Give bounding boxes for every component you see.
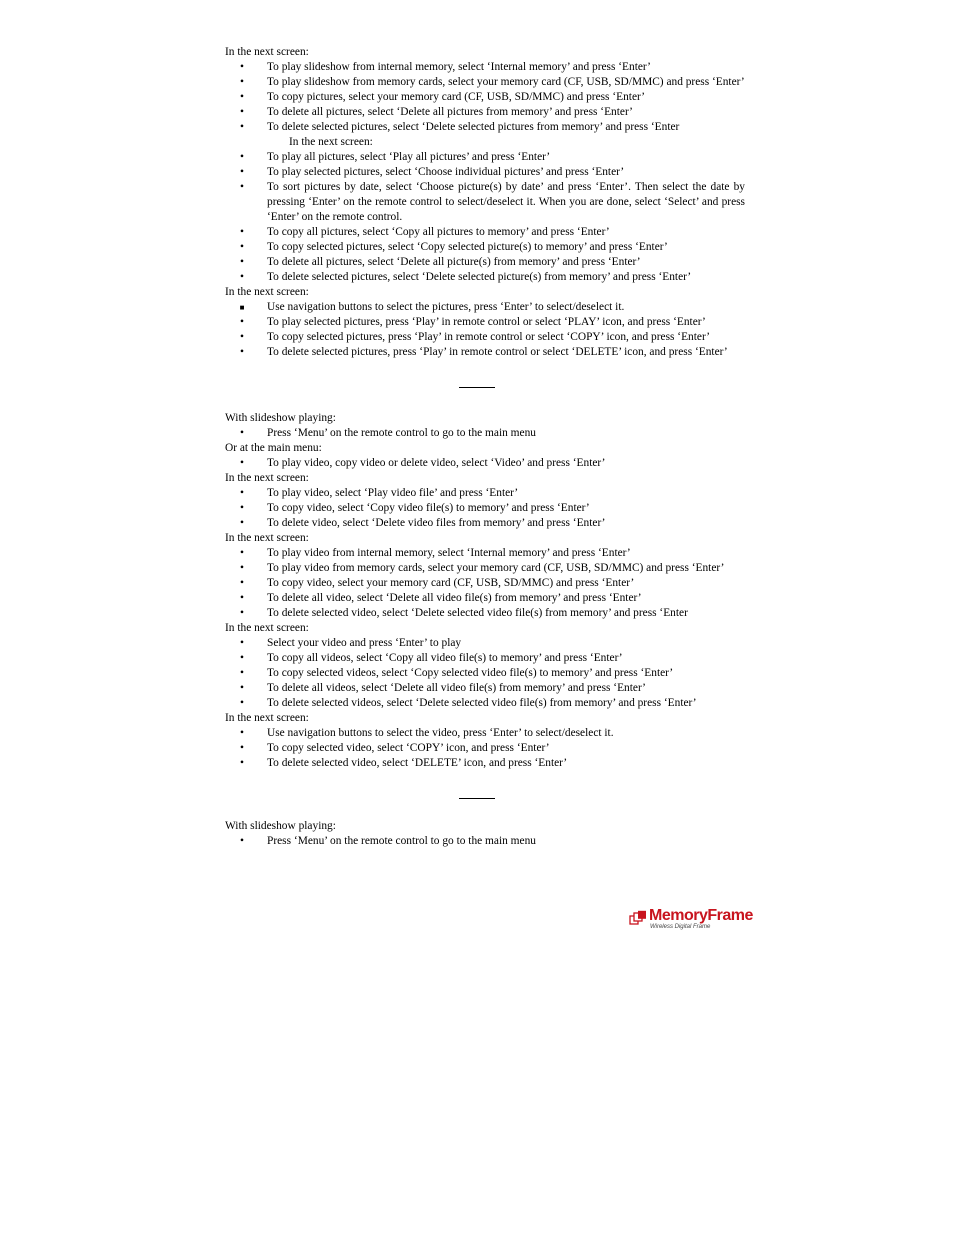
list-item-text: To delete selected videos, select ‘Delete selected video file(s) from memory’ and press ‘Enter’ <box>267 697 697 709</box>
bullet-icon: • <box>240 61 244 73</box>
section-video <box>225 411 745 771</box>
list-item-text: To play video, copy video or delete video, select ‘Video’ and press ‘Enter’ <box>267 457 606 469</box>
divider-line <box>459 387 495 388</box>
document-body <box>225 45 745 849</box>
section-intro: With slideshow playing: <box>225 412 336 424</box>
list-item-text: To play video, select ‘Play video file’ and press ‘Enter’ <box>267 487 519 499</box>
bullet-icon: • <box>240 331 244 343</box>
bullet-icon: • <box>240 181 244 193</box>
section-divider <box>225 360 745 411</box>
list-item <box>225 486 745 501</box>
list-item-text: To delete all pictures, select ‘Delete all picture(s) from memory’ and press ‘Enter’ <box>267 256 641 268</box>
list-item <box>225 726 745 741</box>
list-item-text: Press ‘Menu’ on the remote control to go to the main menu <box>267 835 536 847</box>
list-item <box>225 315 745 330</box>
list-item <box>225 591 745 606</box>
list-item <box>225 546 745 561</box>
bullet-list <box>225 636 745 711</box>
section-intro: In the next screen: <box>225 472 309 484</box>
list-item-text: To copy all pictures, select ‘Copy all pictures to memory’ and press ‘Enter’ <box>267 226 610 238</box>
list-item <box>225 120 745 135</box>
list-item-text: Use navigation buttons to select the video, press ‘Enter’ to select/deselect it. <box>267 727 614 739</box>
list-item <box>225 426 745 441</box>
bullet-icon: • <box>240 427 244 439</box>
list-item <box>225 456 745 471</box>
bullet-icon: • <box>240 487 244 499</box>
list-item <box>225 105 745 120</box>
list-item-text: To delete selected pictures, select ‘Delete selected pictures from memory’ and press ‘Enter <box>267 121 680 133</box>
list-item-text: To sort pictures by date, select ‘Choose picture(s) by date’ and press ‘Enter’. Then select the date by pressing ‘Enter’ on the remote control to select/deselect it. When you are done, select ‘Select’ and press ‘Enter’ on the remote control. <box>267 181 745 223</box>
bullet-icon: • <box>240 121 244 133</box>
bullet-icon: • <box>240 346 244 358</box>
bullet-icon: • <box>240 151 244 163</box>
bullet-icon: • <box>240 577 244 589</box>
section-intro: Or at the main menu: <box>225 442 322 454</box>
list-item-text: To play video from internal memory, select ‘Internal memory’ and press ‘Enter’ <box>267 547 631 559</box>
list-item-text: To copy selected videos, select ‘Copy selected video file(s) to memory’ and press ‘Enter’ <box>267 667 674 679</box>
list-item <box>225 60 745 75</box>
bullet-list <box>225 726 745 771</box>
list-item <box>225 330 745 345</box>
list-item <box>225 516 745 531</box>
bullet-icon: • <box>240 757 244 769</box>
list-item-text: To play selected pictures, select ‘Choose individual pictures’ and press ‘Enter’ <box>267 166 625 178</box>
list-item-text: To copy selected pictures, select ‘Copy selected picture(s) to memory’ and press ‘Enter’ <box>267 241 668 253</box>
list-item <box>225 651 745 666</box>
list-item-text: To play slideshow from internal memory, select ‘Internal memory’ and press ‘Enter’ <box>267 61 651 73</box>
bullet-icon: • <box>240 316 244 328</box>
bullet-icon: • <box>240 106 244 118</box>
list-item <box>225 165 745 180</box>
section-music <box>225 819 745 849</box>
bullet-list <box>225 834 745 849</box>
list-item-text: To copy selected video, select ‘COPY’ icon, and press ‘Enter’ <box>267 742 550 754</box>
bullet-list <box>225 426 745 441</box>
bullet-icon: • <box>240 547 244 559</box>
list-item-text: To delete selected pictures, select ‘Delete selected picture(s) from memory’ and press ‘Enter’ <box>267 271 692 283</box>
bullet-list <box>225 60 745 135</box>
section-intro: With slideshow playing: <box>225 820 336 832</box>
bullet-icon: • <box>240 91 244 103</box>
list-item-text: To delete all video, select ‘Delete all video file(s) from memory’ and press ‘Enter’ <box>267 592 642 604</box>
list-item-text: To delete all pictures, select ‘Delete all pictures from memory’ and press ‘Enter’ <box>267 106 633 118</box>
list-item <box>225 741 745 756</box>
list-item-text: To delete selected video, select ‘DELETE’ icon, and press ‘Enter’ <box>267 757 568 769</box>
square-bullet-icon: ■ <box>239 303 245 312</box>
bullet-icon: • <box>240 562 244 574</box>
bullet-icon: • <box>240 241 244 253</box>
divider-line <box>459 798 495 799</box>
section-intro: In the next screen: <box>225 712 309 724</box>
section-divider <box>225 771 745 819</box>
bullet-icon: • <box>240 517 244 529</box>
frames-icon <box>629 910 647 926</box>
list-item <box>225 696 745 711</box>
bullet-icon: • <box>240 697 244 709</box>
list-item <box>225 834 745 849</box>
bullet-icon: • <box>240 667 244 679</box>
bullet-list <box>225 456 745 471</box>
list-item <box>225 561 745 576</box>
section-intro: In the next screen: <box>225 46 309 58</box>
list-item <box>225 636 745 651</box>
list-item-text: To delete selected pictures, press ‘Play’ in remote control or select ‘DELETE’ icon, and press ‘Enter’ <box>267 346 728 358</box>
bullet-icon: • <box>240 502 244 514</box>
bullet-list <box>225 150 745 285</box>
logo-wordmark: MemoryFrame <box>649 907 753 924</box>
list-item-text: To copy selected pictures, press ‘Play’ in remote control or select ‘COPY’ icon, and press ‘Enter’ <box>267 331 710 343</box>
list-item <box>225 240 745 255</box>
bullet-icon: • <box>240 742 244 754</box>
bullet-icon: • <box>240 835 244 847</box>
bullet-icon: • <box>240 166 244 178</box>
bullet-icon: • <box>240 457 244 469</box>
list-item <box>225 606 745 621</box>
bullet-icon: • <box>240 592 244 604</box>
list-item <box>225 90 745 105</box>
list-item <box>225 225 745 240</box>
section-pictures <box>225 45 745 360</box>
section-intro: In the next screen: <box>225 622 309 634</box>
bullet-list <box>225 486 745 531</box>
bullet-icon: • <box>240 271 244 283</box>
list-item <box>225 756 745 771</box>
list-item-text: Use navigation buttons to select the pictures, press ‘Enter’ to select/deselect it. <box>267 301 625 313</box>
bullet-icon: • <box>240 682 244 694</box>
section-intro: In the next screen: <box>289 136 373 148</box>
list-item <box>225 345 745 360</box>
bullet-icon: • <box>240 76 244 88</box>
list-item <box>225 255 745 270</box>
list-item <box>225 501 745 516</box>
bullet-icon: • <box>240 256 244 268</box>
bullet-icon: • <box>240 607 244 619</box>
bullet-icon: • <box>240 637 244 649</box>
list-item-text: To delete all videos, select ‘Delete all video file(s) from memory’ and press ‘Enter’ <box>267 682 646 694</box>
section-intro: In the next screen: <box>225 286 309 298</box>
list-item <box>225 180 745 225</box>
list-item-text: To delete video, select ‘Delete video files from memory’ and press ‘Enter’ <box>267 517 606 529</box>
list-item-text: To play selected pictures, press ‘Play’ in remote control or select ‘PLAY’ icon, and press ‘Enter’ <box>267 316 706 328</box>
list-item-text: To play slideshow from memory cards, select your memory card (CF, USB, SD/MMC) and press ‘Enter’ <box>267 76 745 88</box>
list-item <box>225 270 745 285</box>
bullet-list <box>225 546 745 621</box>
list-item <box>225 150 745 165</box>
list-item-text: To play video from memory cards, select your memory card (CF, USB, SD/MMC) and press ‘Enter’ <box>267 562 725 574</box>
list-item-text: To copy video, select your memory card (CF, USB, SD/MMC) and press ‘Enter’ <box>267 577 635 589</box>
list-item-text: To delete selected video, select ‘Delete selected video file(s) from memory’ and press ‘Enter <box>267 607 688 619</box>
memoryframe-logo <box>629 907 753 935</box>
list-item <box>225 681 745 696</box>
list-item-text: To play all pictures, select ‘Play all pictures’ and press ‘Enter’ <box>267 151 551 163</box>
bullet-list <box>225 300 745 360</box>
section-intro: In the next screen: <box>225 532 309 544</box>
list-item-text: Press ‘Menu’ on the remote control to go to the main menu <box>267 427 536 439</box>
list-item <box>225 300 745 315</box>
list-item-text: To copy pictures, select your memory card (CF, USB, SD/MMC) and press ‘Enter’ <box>267 91 646 103</box>
list-item <box>225 75 745 90</box>
bullet-icon: • <box>240 652 244 664</box>
list-item-text: Select your video and press ‘Enter’ to play <box>267 637 462 649</box>
list-item <box>225 576 745 591</box>
list-item-text: To copy video, select ‘Copy video file(s) to memory’ and press ‘Enter’ <box>267 502 590 514</box>
bullet-icon: • <box>240 727 244 739</box>
bullet-icon: • <box>240 226 244 238</box>
logo-tagline: Wireless Digital Frame <box>650 924 711 930</box>
list-item-text: To copy all videos, select ‘Copy all video file(s) to memory’ and press ‘Enter’ <box>267 652 623 664</box>
list-item <box>225 666 745 681</box>
